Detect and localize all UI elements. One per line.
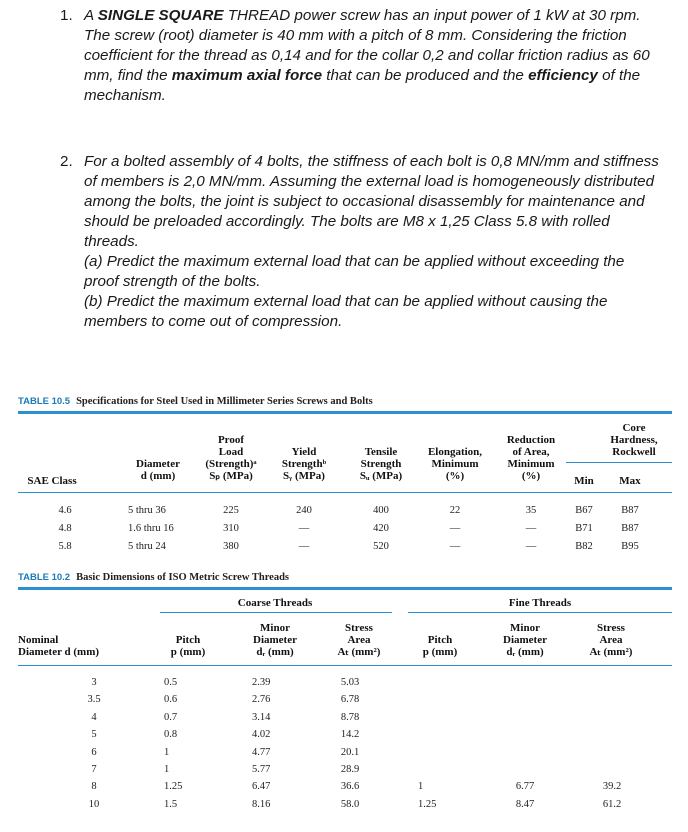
table-10-5-title: TABLE 10.5 Specifications for Steel Used in Millimeter Series Screws and Bolts — [18, 396, 373, 407]
table-cell: 28.9 — [340, 764, 360, 775]
col-pitch-header: Pitch p (mm) — [170, 634, 206, 658]
col-minor-diameter-header: Minor Diameter dᵣ (mm) — [253, 622, 297, 658]
fine-threads-rule — [408, 612, 672, 613]
table-cell: 20.1 — [340, 746, 360, 758]
col-sae-class-header: SAE Class — [27, 475, 77, 487]
table-cell: 6.78 — [340, 694, 360, 706]
table-cell: 39.2 — [602, 781, 622, 793]
table-cell: 1.25 — [164, 781, 183, 793]
table-cell: 8.47 — [515, 798, 535, 810]
table-cell: 8.78 — [340, 711, 360, 723]
coarse-threads-header: Coarse Threads — [237, 597, 313, 609]
table-cell: 1.25 — [418, 798, 437, 810]
col-max-header: Max — [619, 475, 641, 487]
table-cell: 2.76 — [252, 694, 271, 706]
problem-2 — [60, 152, 660, 332]
table-cell: 0.5 — [164, 677, 178, 688]
table-10-2-title: TABLE 10.2 Basic Dimensions of ISO Metric Screw Threads — [18, 572, 290, 583]
col-core-hardness-header: Core Hardness, Rockwell — [610, 422, 658, 458]
col-yield-header: Yield Strengthᵇ Sᵧ (MPa) — [281, 446, 327, 482]
problem-2-part-b: (b) Predict the maximum external load that can be applied without causing the members to come out of compression. — [84, 293, 608, 330]
table-cell: 3.5 — [87, 694, 101, 706]
table-cell: 0.8 — [164, 729, 178, 741]
table-cell: 5 — [91, 729, 97, 741]
col-fine-stress-area-header: Stress Area Aₜ (mm²) — [589, 622, 633, 658]
problem-1-number: 1. — [60, 7, 73, 24]
table-cell: 0.6 — [164, 694, 178, 706]
table-cell: 1 — [164, 764, 170, 775]
table-cell: 61.2 — [602, 798, 622, 810]
table-cell: 1 — [418, 781, 424, 793]
table-cell: 10 — [88, 798, 100, 810]
table-cell: 1 — [164, 746, 170, 758]
core-hardness-rule — [566, 462, 672, 463]
col-fine-pitch-header: Pitch p (mm) — [422, 634, 458, 658]
problem-2-number: 2. — [60, 153, 73, 170]
col-elongation-header: Elongation, Minimum (%) — [427, 446, 483, 482]
table-cell: 3 — [91, 677, 97, 688]
coarse-threads-rule — [160, 612, 392, 613]
table-cell: 7 — [91, 764, 97, 775]
table-cell: 8 — [91, 781, 97, 793]
table-10-5-top-rule — [18, 411, 672, 414]
table-cell: 2.39 — [252, 677, 271, 688]
table-cell: 36.6 — [340, 781, 360, 793]
col-fine-minor-diameter-header: Minor Diameter dᵣ (mm) — [503, 622, 547, 658]
table-10-5-label: TABLE 10.5 — [18, 396, 71, 407]
col-tensile-header: Tensile Strength Sᵤ (MPa) — [359, 446, 403, 482]
table-cell: 6.77 — [515, 781, 535, 793]
table-cell: 8.16 — [252, 798, 271, 810]
table-cell: 4.02 — [252, 729, 271, 741]
problem-1-text: A SINGLE SQUARE THREAD power screw has an input power of 1 kW at 30 rpm. The screw (root) diameter is 40 mm with a pitch of 8 mm. Considering the friction coefficient for the thread as 0,14 and for the collar 0,2 and collar friction radius as 60 mm, find the maximum axial force that can be produced and the efficiency of the mechanism. — [84, 7, 650, 104]
table-cell: 6.47 — [252, 781, 271, 793]
table-10-2-top-rule — [18, 587, 672, 590]
table-10-2-label: TABLE 10.2 — [18, 572, 71, 583]
table-cell: 5.03 — [340, 677, 360, 688]
problem-2-part-a: (a) Predict the maximum external load that can be applied without exceeding the proof strength of the bolts. — [84, 253, 625, 290]
col-nominal-diameter-header: Nominal Diameter d (mm) — [18, 634, 100, 658]
table-10-5-header-rule — [18, 492, 672, 493]
col-diameter-header: Diameter d (mm) — [136, 458, 180, 482]
col-stress-area-header: Stress Area Aₜ (mm²) — [337, 622, 381, 658]
table-10-2-header-rule — [18, 665, 672, 666]
col-min-header: Min — [574, 475, 594, 487]
table-cell: 1.5 — [164, 798, 178, 810]
problem-1 — [60, 6, 660, 106]
table-cell: 58.0 — [340, 798, 360, 810]
table-cell: 14.2 — [340, 729, 360, 741]
table-cell: 0.7 — [164, 711, 178, 723]
col-reduction-header: Reduction of Area, Minimum (%) — [506, 434, 556, 482]
col-proof-header: Proof Load (Strength)ᵃ Sₚ (MPa) — [205, 434, 257, 482]
table-cell: 4 — [91, 711, 97, 723]
problem-2-statement: For a bolted assembly of 4 bolts, the stiffness of each bolt is 0,8 MN/mm and stiffness of members is 2,0 MN/mm. Assuming the external load is homogeneously distributed among the bolts, the joint is subject to occasional disassembly for maintenance and should be preloaded accordingly. The bolts are M8 x 1,25 Class 5.8 with rolled threads. — [84, 153, 659, 250]
table-cell: 3.14 — [252, 711, 271, 723]
fine-threads-header: Fine Threads — [508, 597, 572, 609]
table-cell: 5.77 — [252, 764, 271, 775]
table-cell: 6 — [91, 746, 97, 758]
table-cell: 4.77 — [252, 746, 271, 758]
